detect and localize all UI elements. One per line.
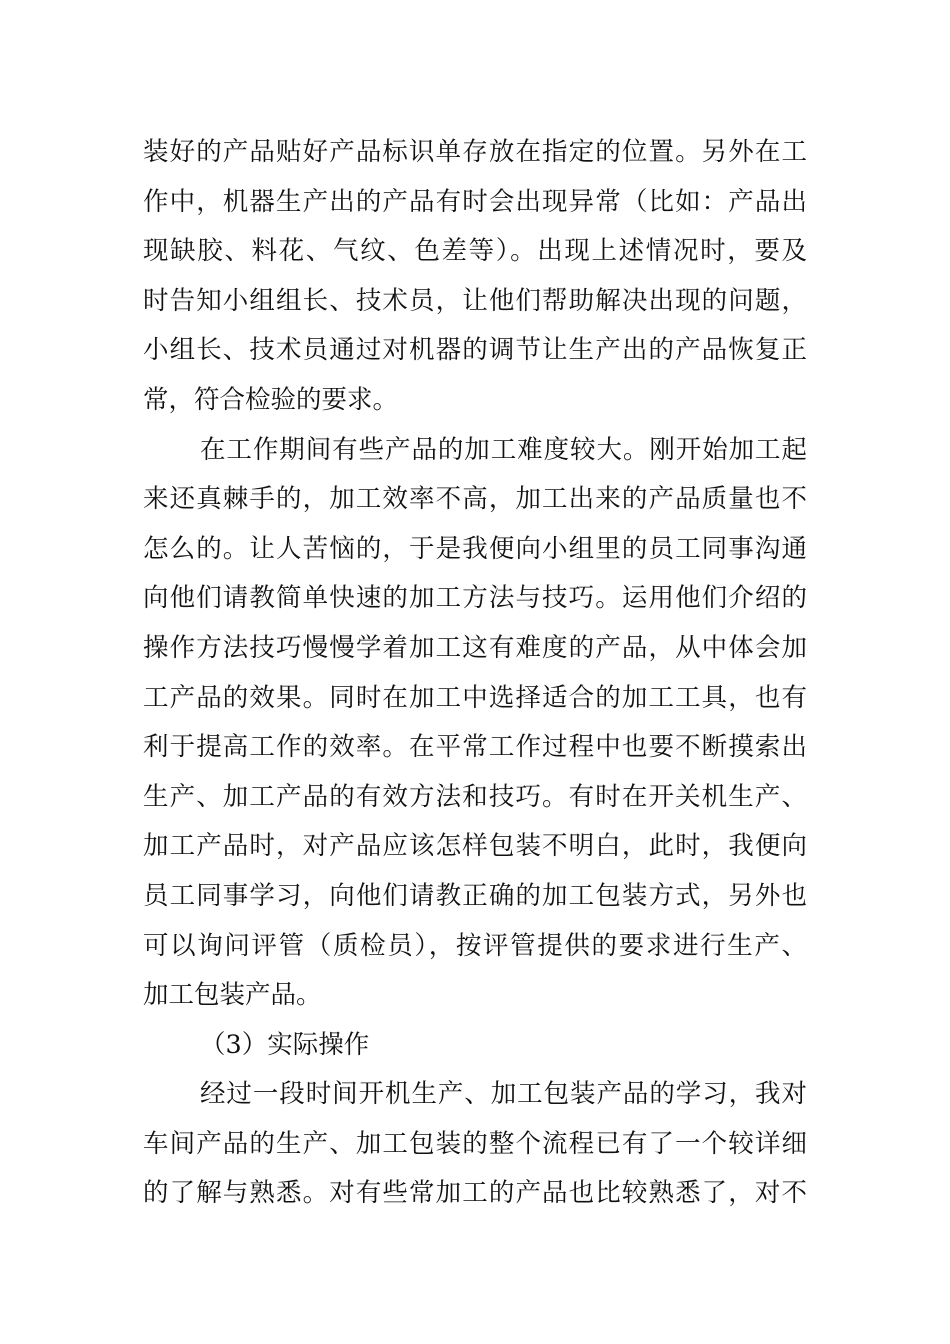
text-line: 作中，机器生产出的产品有时会出现异常（比如：产品出 <box>143 186 807 217</box>
text-line: 来还真棘手的，加工效率不高，加工出来的产品质量也不 <box>143 484 807 515</box>
text-line: 现缺胶、料花、气纹、色差等）。出现上述情况时，要及 <box>143 236 807 267</box>
text-line: 加工产品时，对产品应该怎样包装不明白，此时，我便向 <box>143 831 807 862</box>
text-line: 小组长、技术员通过对机器的调节让生产出的产品恢复正 <box>143 335 807 366</box>
text-line: 加工包装产品。 <box>143 980 322 1011</box>
text-line: 可以询问评管（质检员），按评管提供的要求进行生产、 <box>143 930 807 961</box>
text-line: 员工同事学习，向他们请教正确的加工包装方式，另外也 <box>143 880 807 911</box>
text-line: 常，符合检验的要求。 <box>143 384 399 415</box>
section-heading: （3）实际操作 <box>200 1029 370 1060</box>
text-line: 工产品的效果。同时在加工中选择适合的加工工具，也有 <box>143 682 807 713</box>
text-line: 在工作期间有些产品的加工难度较大。刚开始加工起 <box>200 434 807 465</box>
text-line: 怎么的。让人苦恼的，于是我便向小组里的员工同事沟通 <box>143 533 807 564</box>
text-line: 时告知小组组长、技术员，让他们帮助解决出现的问题， <box>143 285 807 316</box>
text-line: 的了解与熟悉。对有些常加工的产品也比较熟悉了，对不 <box>143 1178 807 1209</box>
text-line: 向他们请教简单快速的加工方法与技巧。运用他们介绍的 <box>143 583 807 614</box>
body-text <box>143 128 807 1219</box>
text-line: 经过一段时间开机生产、加工包装产品的学习，我对 <box>200 1079 807 1110</box>
text-line: 生产、加工产品的有效方法和技巧。有时在开关机生产、 <box>143 781 807 812</box>
text-line: 操作方法技巧慢慢学着加工这有难度的产品，从中体会加 <box>143 632 807 663</box>
text-line: 利于提高工作的效率。在平常工作过程中也要不断摸索出 <box>143 732 807 763</box>
text-line: 车间产品的生产、加工包装的整个流程已有了一个较详细 <box>143 1128 807 1159</box>
text-line: 装好的产品贴好产品标识单存放在指定的位置。另外在工 <box>143 137 807 167</box>
